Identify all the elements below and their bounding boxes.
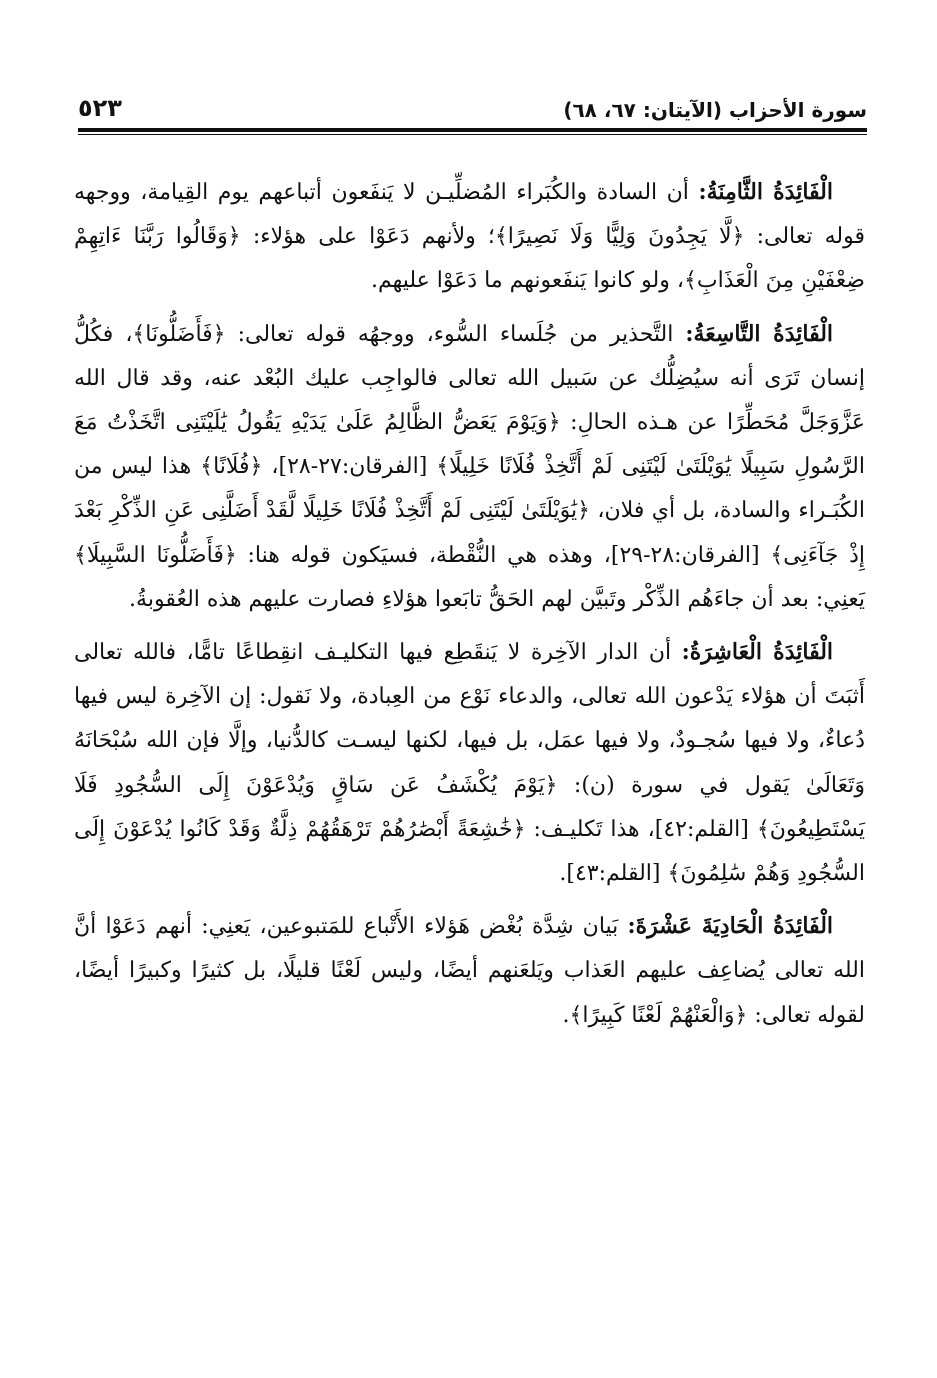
paragraph-benefit-9 — [74, 312, 865, 622]
paragraph-heading: الْفَائِدَةُ الثَّامِنَةُ: — [698, 179, 833, 205]
paragraph-benefit-11 — [74, 904, 865, 1038]
paragraph-text: أن السادة والكُبَراء المُضلِّيـن لا يَنفَعون أتباعهم يوم القِيامة، ووجهه قوله تعالى: ﴿لَّا يَجِدُونَ وَلِيًّا وَلَا نَصِيرًا﴾؛ ولأنهم دَعَوْا على هؤلاء: ﴿وَقَالُوا رَبَّنَا ءَاتِهِمْ ضِعْفَيْنِ مِنَ الْعَذَابِ﴾، ولو كانوا يَنفَعونهم ما دَعَوْا عليهم. — [74, 180, 865, 294]
paragraph-benefit-8 — [74, 170, 865, 304]
paragraph-text: التَّحذير من جُلَساء السُّوء، ووجهُه قوله تعالى: ﴿فَأَضَلُّونَا﴾، فكُلُّ إنسان تَرَى أنه سيُضِلُّك عن سَبيل الله تعالى فالواجِب عليك البُعْد عنه، وقد قال الله عَزَّوَجَلَّ مُحَطِّرًا عن هـذه الحالِ: ﴿وَيَوْمَ يَعَضُّ الظَّالِمُ عَلَىٰ يَدَيْهِ يَقُولُ يَٰلَيْتَنِى اتَّخَذْتُ مَعَ الرَّسُولِ سَبِيلًا يَٰوَيْلَتَىٰ لَيْتَنِى لَمْ أَتَّخِذْ فُلَانًا خَلِيلًا﴾ [الفرقان:٢٧-٢٨]، ﴿فُلَانًا﴾ هذا ليس من الكُبَـراء والسادة، بل أي فلان، ﴿يَٰوَيْلَتَىٰ لَيْتَنِى لَمْ أَتَّخِذْ فُلَانًا خَلِيلًا لَّقَدْ أَضَلَّنِى عَنِ الذِّكْرِ بَعْدَ إِذْ جَآءَنِى﴾ [الفرقان:٢٨-٢٩]، وهذه هي النُّقْطة، فسيَكون قوله هنا: ﴿فَأَضَلُّونَا السَّبِيلَا﴾ يَعنِي: بعد أن جاءَهُم الذِّكْر وتَبيَّن لهم الحَقُّ تابَعوا هؤلاءِ فصارت عليهم هذه العُقوبةُ. — [74, 321, 865, 612]
paragraph-heading: الْفَائِدَةُ التَّاسِعَةُ: — [685, 320, 834, 347]
header-rule — [78, 128, 867, 135]
paragraph-heading: الْفَائِدَةُ الْحَادِيَةَ عَشْرَةَ: — [627, 913, 834, 940]
paragraph-benefit-10 — [74, 630, 865, 896]
page-body — [74, 170, 865, 1046]
header-title: سورة الأحزاب (الآيتان: ٦٧، ٦٨) — [563, 98, 867, 122]
page-number: ٥٢٣ — [78, 94, 122, 122]
paragraph-text: أن الدار الآخِرة لا يَنقَطِع فيها التكليـف انقِطاعًا تامًّا، فالله تعالى أَثبَتَ أن هؤلاء يَدْعون الله تعالى، والدعاء نَوْع من العِبادة، ولا نَقول: إن الآخِرة ليس فيها دُعاءٌ، ولا فيها سُجـودٌ، ولا فيها عمَل، بل فيها، لكنها ليسـت كالدُّنيا، وإلَّا فإن الله سُبْحَانَهُ وَتَعَالَىٰ يَقول في سورة (ن): ﴿يَوْمَ يُكْشَفُ عَن سَاقٍ وَيُدْعَوْنَ إِلَى السُّجُودِ فَلَا يَسْتَطِيعُونَ﴾ [القلم:٤٢]، هذا تَكليـف: ﴿خَٰشِعَةً أَبْصَٰرُهُمْ تَرْهَقُهُمْ ذِلَّةٌ وَقَدْ كَانُوا يُدْعَوْنَ إِلَى السُّجُودِ وَهُمْ سَٰلِمُونَ﴾ [القلم:٤٣]. — [74, 640, 865, 887]
paragraph-text: بَيان شِدَّة بُغْض هَؤلاء الأَتْباع للمَتبوعين، يَعنِي: أنهم دَعَوْا أنَّ الله تعالى يُضاعِف عليهم العَذاب ويَلعَنهم أيضًا، وليس لَعْنًا قليلًا، بل كثيرًا وكبيرًا أيضًا، لقوله تعالى: ﴿وَالْعَنْهُمْ لَعْنًا كَبِيرًا﴾. — [74, 914, 865, 1028]
running-header — [78, 82, 867, 122]
paragraph-heading: الْفَائِدَةُ الْعَاشِرَةُ: — [681, 639, 834, 666]
